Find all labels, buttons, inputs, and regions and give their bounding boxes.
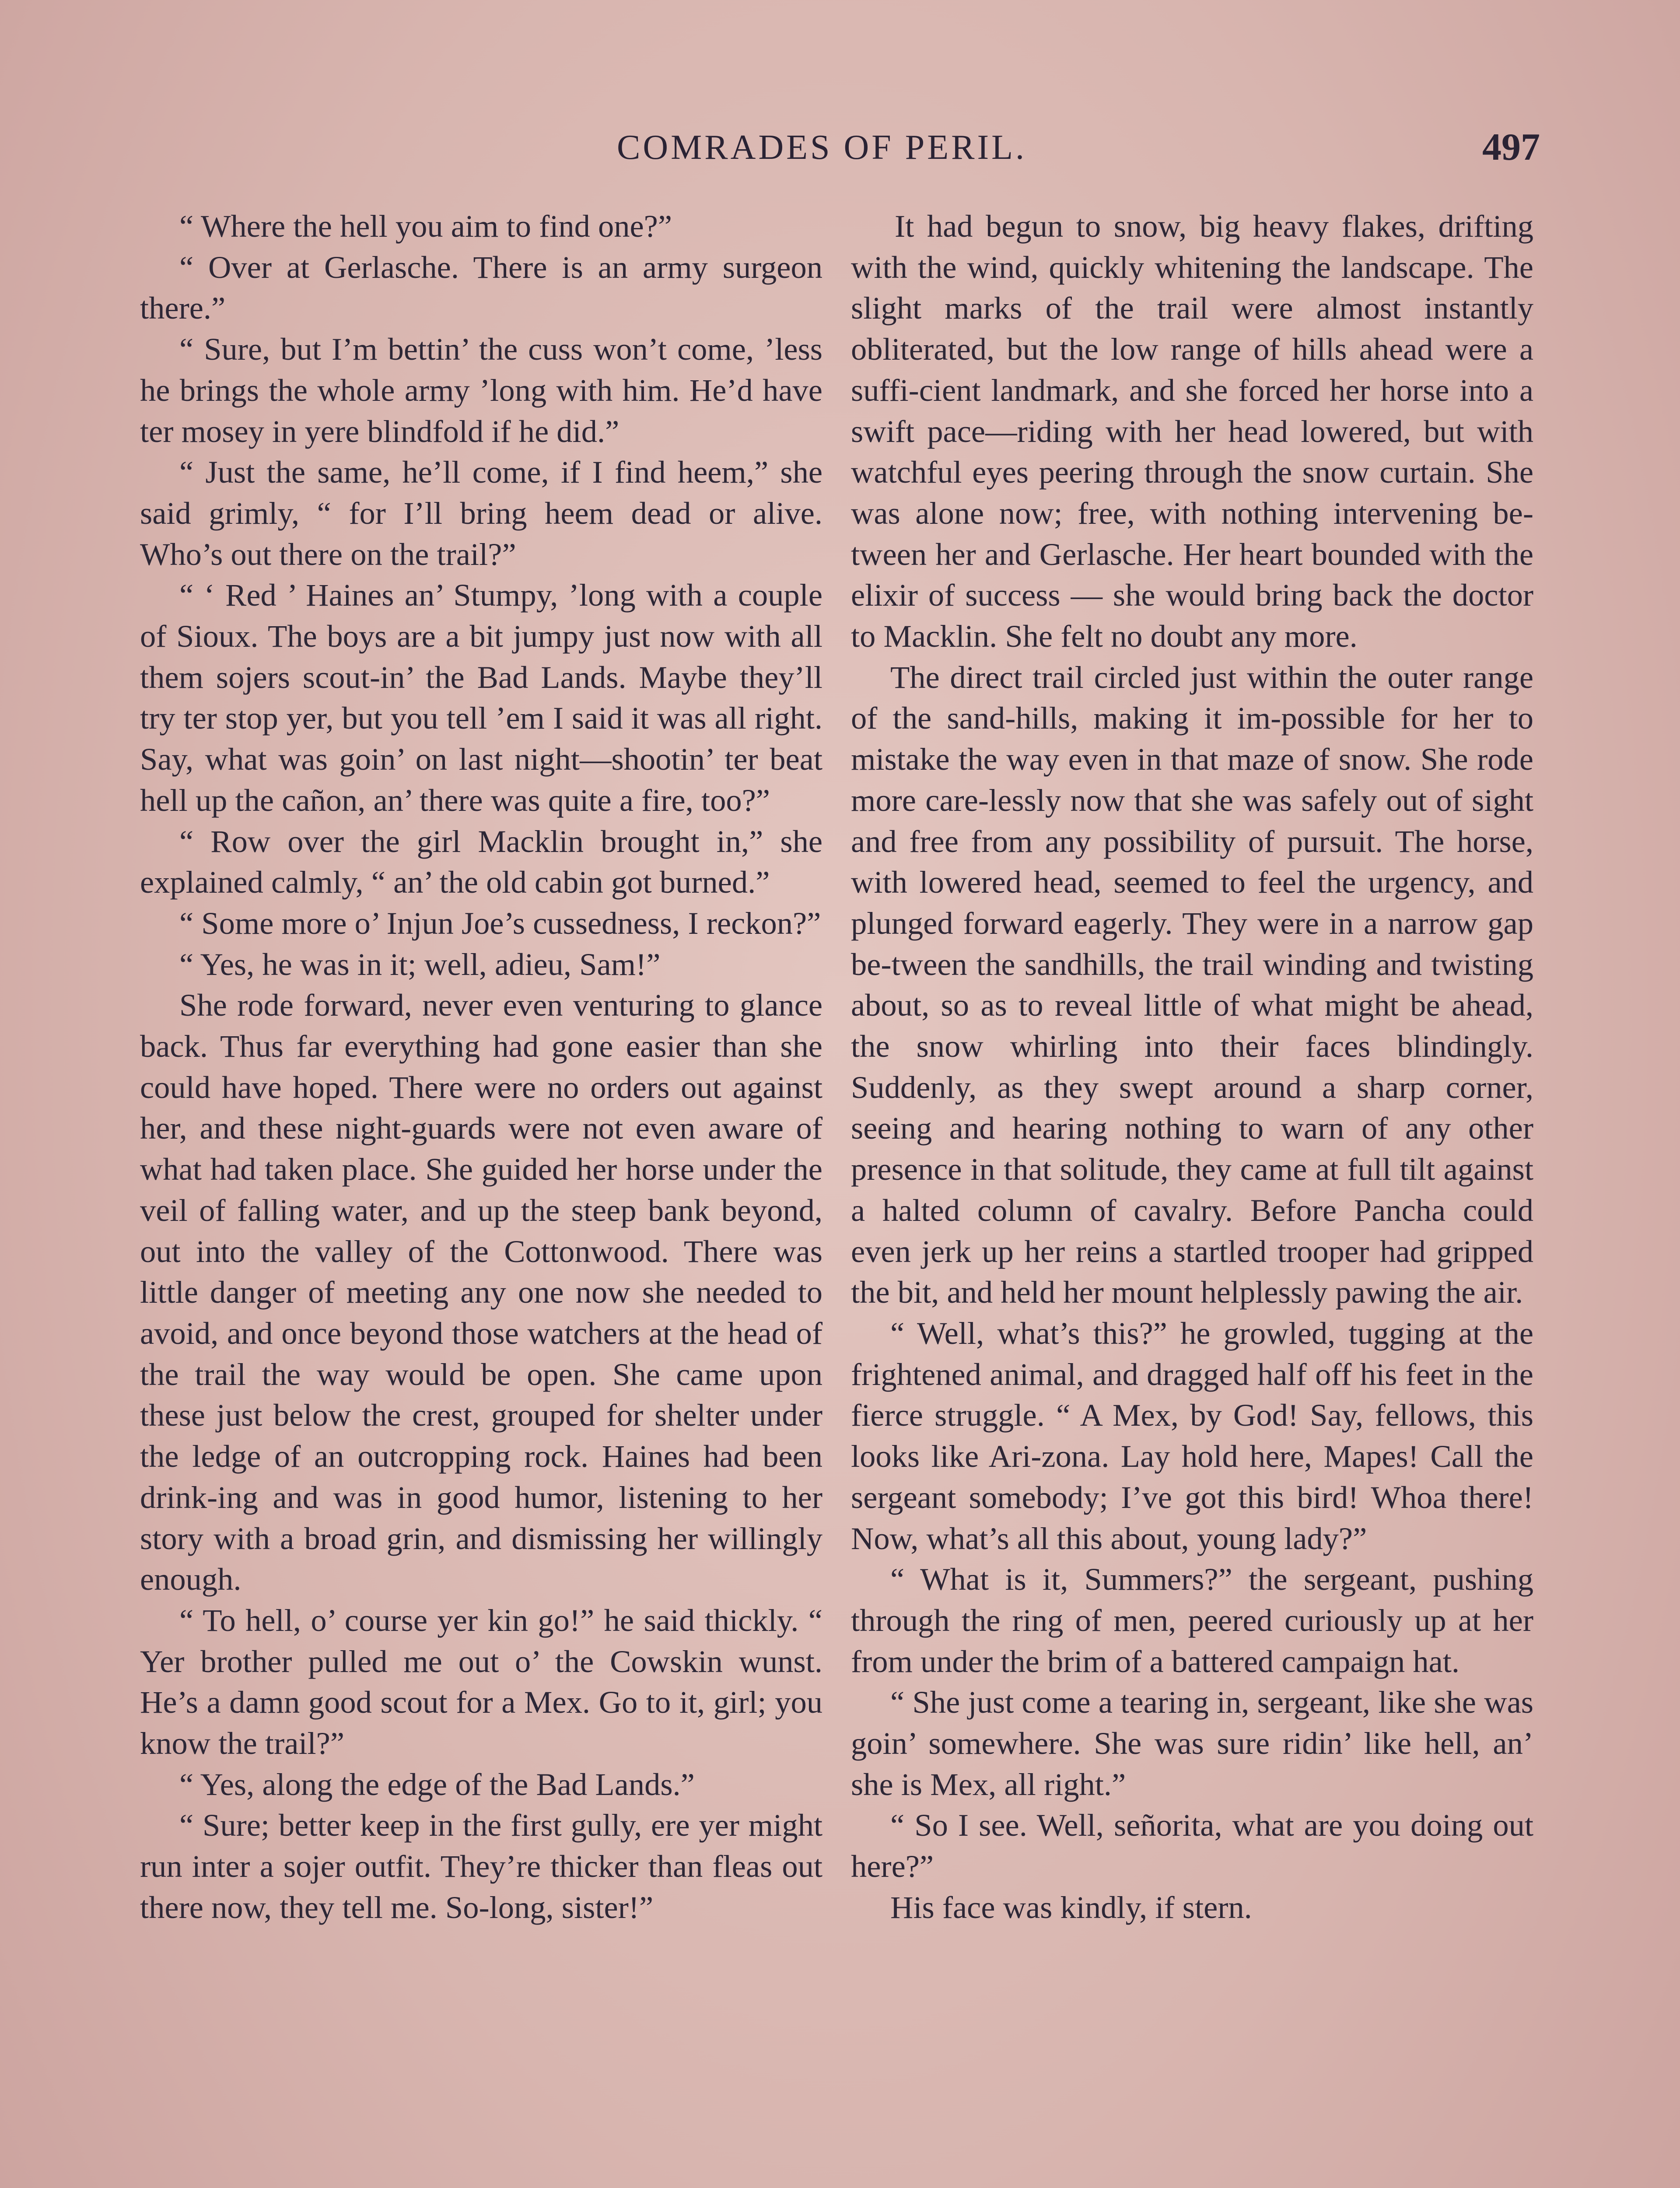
- right-column: [851, 206, 1533, 1928]
- paragraph: “ Some more o’ Injun Joe’s cussedness, I reckon?”: [179, 905, 821, 941]
- paragraph: “ Yes, along the edge of the Bad Lands.”: [179, 1766, 695, 1802]
- running-title: COMRADES OF PERIL.: [617, 128, 1027, 167]
- paragraph: “ To hell, o’ course yer kin go!” he said thickly. “ Yer brother pulled me out o’ the Cowskin wunst. He’s a damn good scout for a Mex. Go to it, girl; you know the trail?”: [140, 1602, 822, 1761]
- paragraph: His face was kindly, if stern.: [890, 1889, 1252, 1925]
- paragraph: “ Sure; better keep in the first gully, ere yer might run inter a sojer outfit. They’re thicker than fleas out there now, they tell me. So-long, sister!”: [140, 1807, 822, 1925]
- page-number: 497: [1482, 126, 1540, 168]
- paragraph: It had begun to snow, big heavy flakes, drifting with the wind, quickly whitening the landscape. The slight marks of the trail were almost instantly obliterated, but the low range of hills ahead were a suffi-cient landmark, and she forced her horse into a swift pace—riding with her head lowered, but with watchful eyes peering through the snow curtain. She was alone now; free, with nothing intervening be-tween her and Gerlasche. Her heart bounded with the elixir of success — she would bring back the doctor to Macklin. She felt no doubt any more.: [851, 208, 1533, 654]
- left-column: [140, 206, 822, 1928]
- paragraph: “ Sure, but I’m bettin’ the cuss won’t come, ’less he brings the whole army ’long with him. He’d have ter mosey in yere blindfold if he did.”: [140, 331, 822, 449]
- page-header: [617, 128, 1540, 176]
- paragraph: The direct trail circled just within the outer range of the sand-hills, making it im-possible for her to mistake the way even in that maze of snow. She rode more care-lessly now that she was safely out of sight and free from any possibility of pursuit. The horse, with lowered head, seemed to feel the urgency, and plunged forward eagerly. They were in a narrow gap be-tween the sandhills, the trail winding and twisting about, so as to reveal little of what might be ahead, the snow whirling into their faces blindingly. Suddenly, as they swept around a sharp corner, seeing and hearing nothing to warn of any other presence in that solitude, they came at full tilt against a halted column of cavalry. Before Pancha could even jerk up her reins a startled trooper had gripped the bit, and held her mount helplessly pawing the air.: [851, 659, 1533, 1310]
- paragraph: “ She just come a tearing in, sergeant, like she was goin’ somewhere. She was sure ridin’ like hell, an’ she is Mex, all right.”: [851, 1684, 1533, 1802]
- paragraph: “ Row over the girl Macklin brought in,” she explained calmly, “ an’ the old cabin got burned.”: [140, 823, 822, 900]
- paragraph: “ ‘ Red ’ Haines an’ Stumpy, ’long with a couple of Sioux. The boys are a bit jumpy just now with all them sojers scout-in’ the Bad Lands. Maybe they’ll try ter stop yer, but you tell ’em I said it was all right. Say, what was goin’ on last night—shootin’ ter beat hell up the cañon, an’ there was quite a fire, too?”: [140, 577, 822, 818]
- paragraph: She rode forward, never even venturing to glance back. Thus far everything had gone easier than she could have hoped. There were no orders out against her, and these night-guards were not even aware of what had taken place. She guided her horse under the veil of falling water, and up the steep bank beyond, out into the valley of the Cottonwood. There was little danger of meeting any one now she needed to avoid, and once beyond those watchers at the head of the trail the way would be open. She came upon these just below the crest, grouped for shelter under the ledge of an outcropping rock. Haines had been drink-ing and was in good humor, listening to her story with a broad grin, and dismissing her willingly enough.: [140, 987, 822, 1597]
- paragraph: “ What is it, Summers?” the sergeant, pushing through the ring of men, peered curiously up at her from under the brim of a battered campaign hat.: [851, 1561, 1533, 1679]
- paragraph: “ Just the same, he’ll come, if I find heem,” she said grimly, “ for I’ll bring heem dead or alive. Who’s out there on the trail?”: [140, 454, 822, 572]
- paragraph: “ Where the hell you aim to find one?”: [179, 208, 672, 244]
- paragraph: “ Yes, he was in it; well, adieu, Sam!”: [179, 946, 661, 982]
- paragraph: “ Over at Gerlasche. There is an army surgeon there.”: [140, 249, 822, 326]
- paragraph: “ So I see. Well, señorita, what are you doing out here?”: [851, 1807, 1533, 1884]
- paragraph: “ Well, what’s this?” he growled, tugging at the frightened animal, and dragged half off his feet in the fierce struggle. “ A Mex, by God! Say, fellows, this looks like Ari-zona. Lay hold here, Mapes! Call the sergeant somebody; I’ve got this bird! Whoa there! Now, what’s all this about, young lady?”: [851, 1315, 1533, 1556]
